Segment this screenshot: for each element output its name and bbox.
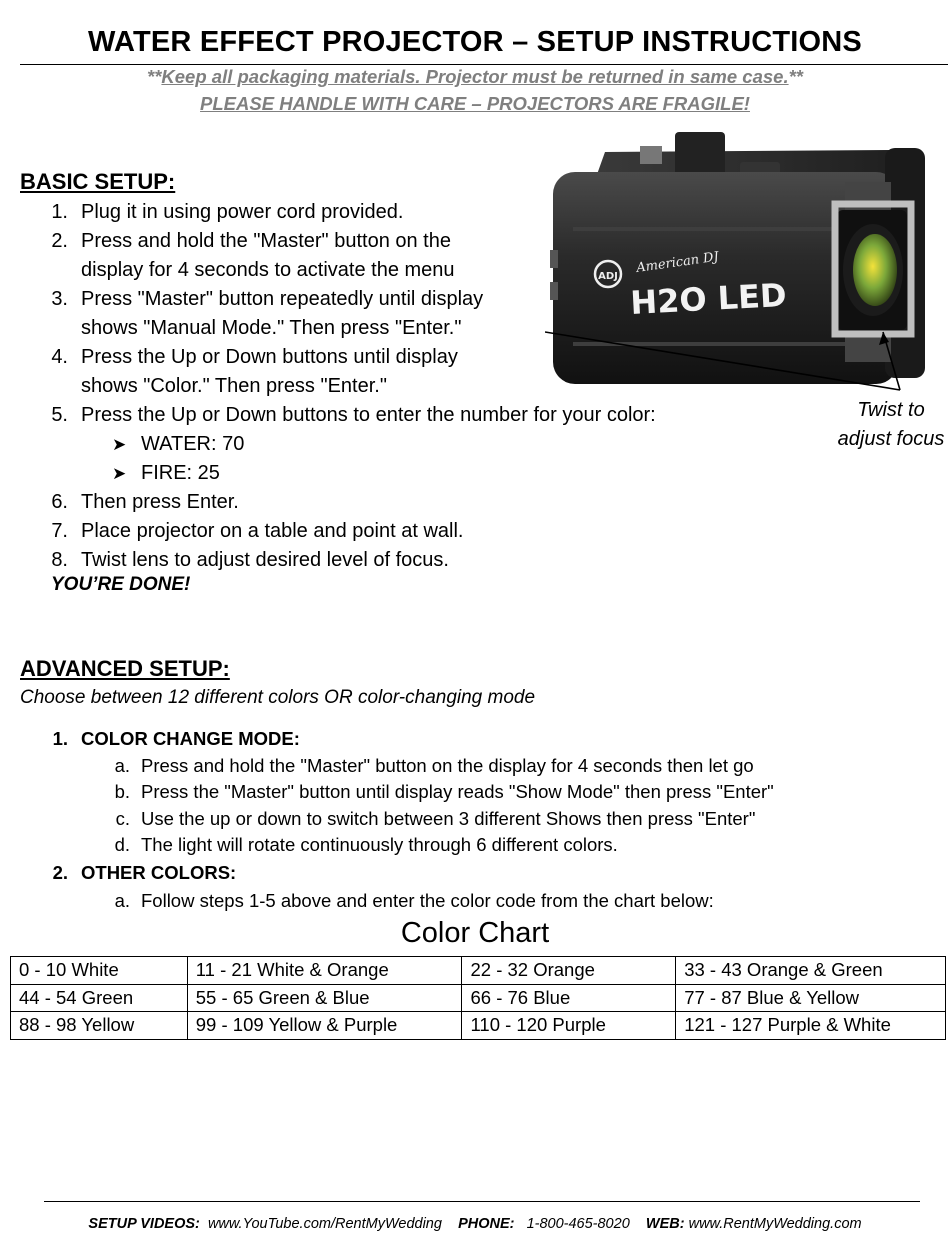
color-code-water: WATER: 70	[141, 433, 245, 455]
step-number: 5.	[51, 404, 68, 426]
focus-caption	[832, 396, 950, 454]
step-text: Press the Up or Down buttons to enter the number for your color:	[81, 404, 656, 426]
web-label: WEB:	[645, 1216, 685, 1232]
table-cell: 88 - 98 Yellow	[11, 1012, 188, 1040]
color-change-mode-title: COLOR CHANGE MODE:	[81, 728, 300, 749]
table-cell: 22 - 32 Orange	[462, 957, 676, 985]
caption-line-2: adjust focus	[837, 428, 945, 450]
step-text: shows "Color." Then press "Enter."	[81, 375, 387, 397]
model-name: H2O LED	[629, 275, 788, 322]
table-cell: 44 - 54 Green	[11, 984, 188, 1012]
done-message: YOU’RE DONE!	[51, 574, 191, 595]
arrow-bullet-icon: ➤	[112, 435, 127, 454]
advanced-setup-heading: ADVANCED SETUP:	[20, 656, 230, 681]
item-letter: a.	[114, 890, 130, 911]
step-number: 2.	[51, 230, 68, 252]
warning-suffix: **	[788, 66, 803, 87]
step-text: display for 4 seconds to activate the menu	[81, 259, 455, 281]
item-letter: b.	[114, 781, 130, 802]
step-text: Then press Enter.	[81, 491, 239, 513]
color-chart-title: Color Chart	[400, 917, 550, 949]
web-link[interactable]: www.RentMyWedding.com	[688, 1216, 862, 1232]
section-number: 1.	[52, 728, 68, 749]
item-letter: d.	[114, 834, 130, 855]
adj-logo-text: ADJ	[598, 271, 618, 282]
warning-line-2: PLEASE HANDLE WITH CARE – PROJECTORS ARE FRAGILE!	[200, 93, 750, 114]
item-text: Use the up or down to switch between 3 different Shows then press "Enter"	[141, 808, 756, 829]
section-number: 2.	[52, 862, 68, 883]
footer-divider	[44, 1201, 920, 1202]
warning-prefix: **	[147, 66, 162, 87]
brand-name: American DJ	[635, 249, 720, 276]
table-cell: 77 - 87 Blue & Yellow	[676, 984, 946, 1012]
title-divider	[20, 64, 948, 65]
step-text: Press and hold the "Master" button on the	[81, 230, 451, 252]
phone-number: 1-800-465-8020	[526, 1216, 630, 1232]
item-text: Press and hold the "Master" button on the display for 4 seconds then let go	[141, 755, 754, 776]
page-title: WATER EFFECT PROJECTOR – SETUP INSTRUCTIONS	[88, 26, 862, 58]
item-letter: c.	[115, 808, 130, 829]
step-text: Twist lens to adjust desired level of focus.	[81, 549, 449, 571]
color-chart-table	[10, 956, 946, 1040]
color-code-fire: FIRE: 25	[141, 462, 220, 484]
step-number: 8.	[51, 549, 68, 571]
step-text: Press "Master" button repeatedly until display	[81, 288, 484, 310]
basic-setup-heading: BASIC SETUP:	[20, 169, 176, 194]
other-colors-title: OTHER COLORS:	[81, 862, 237, 883]
table-cell: 99 - 109 Yellow & Purple	[187, 1012, 462, 1040]
step-text: shows "Manual Mode." Then press "Enter."	[81, 317, 462, 339]
videos-link[interactable]: www.YouTube.com/RentMyWedding	[207, 1216, 442, 1232]
table-row	[11, 984, 946, 1012]
step-text: Press the Up or Down buttons until display	[81, 346, 458, 368]
advanced-list	[0, 726, 900, 916]
table-cell: 121 - 127 Purple & White	[676, 1012, 946, 1040]
table-cell: 11 - 21 White & Orange	[187, 957, 462, 985]
step-number: 4.	[51, 346, 68, 368]
footer	[0, 1216, 950, 1232]
basic-steps-list	[0, 198, 760, 618]
step-number: 3.	[51, 288, 68, 310]
table-cell: 0 - 10 White	[11, 957, 188, 985]
step-number: 7.	[51, 520, 68, 542]
step-number: 6.	[51, 491, 68, 513]
caption-line-1: Twist to	[857, 399, 925, 421]
table-cell: 110 - 120 Purple	[462, 1012, 676, 1040]
videos-label: SETUP VIDEOS:	[88, 1216, 200, 1232]
item-text: The light will rotate continuously through 6 different colors.	[141, 834, 618, 855]
step-text: Plug it in using power cord provided.	[81, 201, 404, 223]
table-cell: 55 - 65 Green & Blue	[187, 984, 462, 1012]
item-text: Follow steps 1-5 above and enter the color code from the chart below:	[141, 890, 714, 911]
table-row	[11, 1012, 946, 1040]
arrow-bullet-icon: ➤	[112, 464, 127, 483]
phone-label: PHONE:	[458, 1216, 515, 1232]
fragile-warning	[0, 93, 950, 115]
step-text: Place projector on a table and point at wall.	[81, 520, 464, 542]
step-number: 1.	[51, 201, 68, 223]
item-letter: a.	[114, 755, 130, 776]
item-text: Press the "Master" button until display reads "Show Mode" then press "Enter"	[141, 781, 774, 802]
table-cell: 66 - 76 Blue	[462, 984, 676, 1012]
packaging-warning	[0, 66, 950, 88]
table-cell: 33 - 43 Orange & Green	[676, 957, 946, 985]
advanced-intro: Choose between 12 different colors OR color-changing mode	[20, 687, 536, 708]
warning-line-1: Keep all packaging materials. Projector must be returned in same case.	[161, 66, 789, 87]
table-row	[11, 957, 946, 985]
